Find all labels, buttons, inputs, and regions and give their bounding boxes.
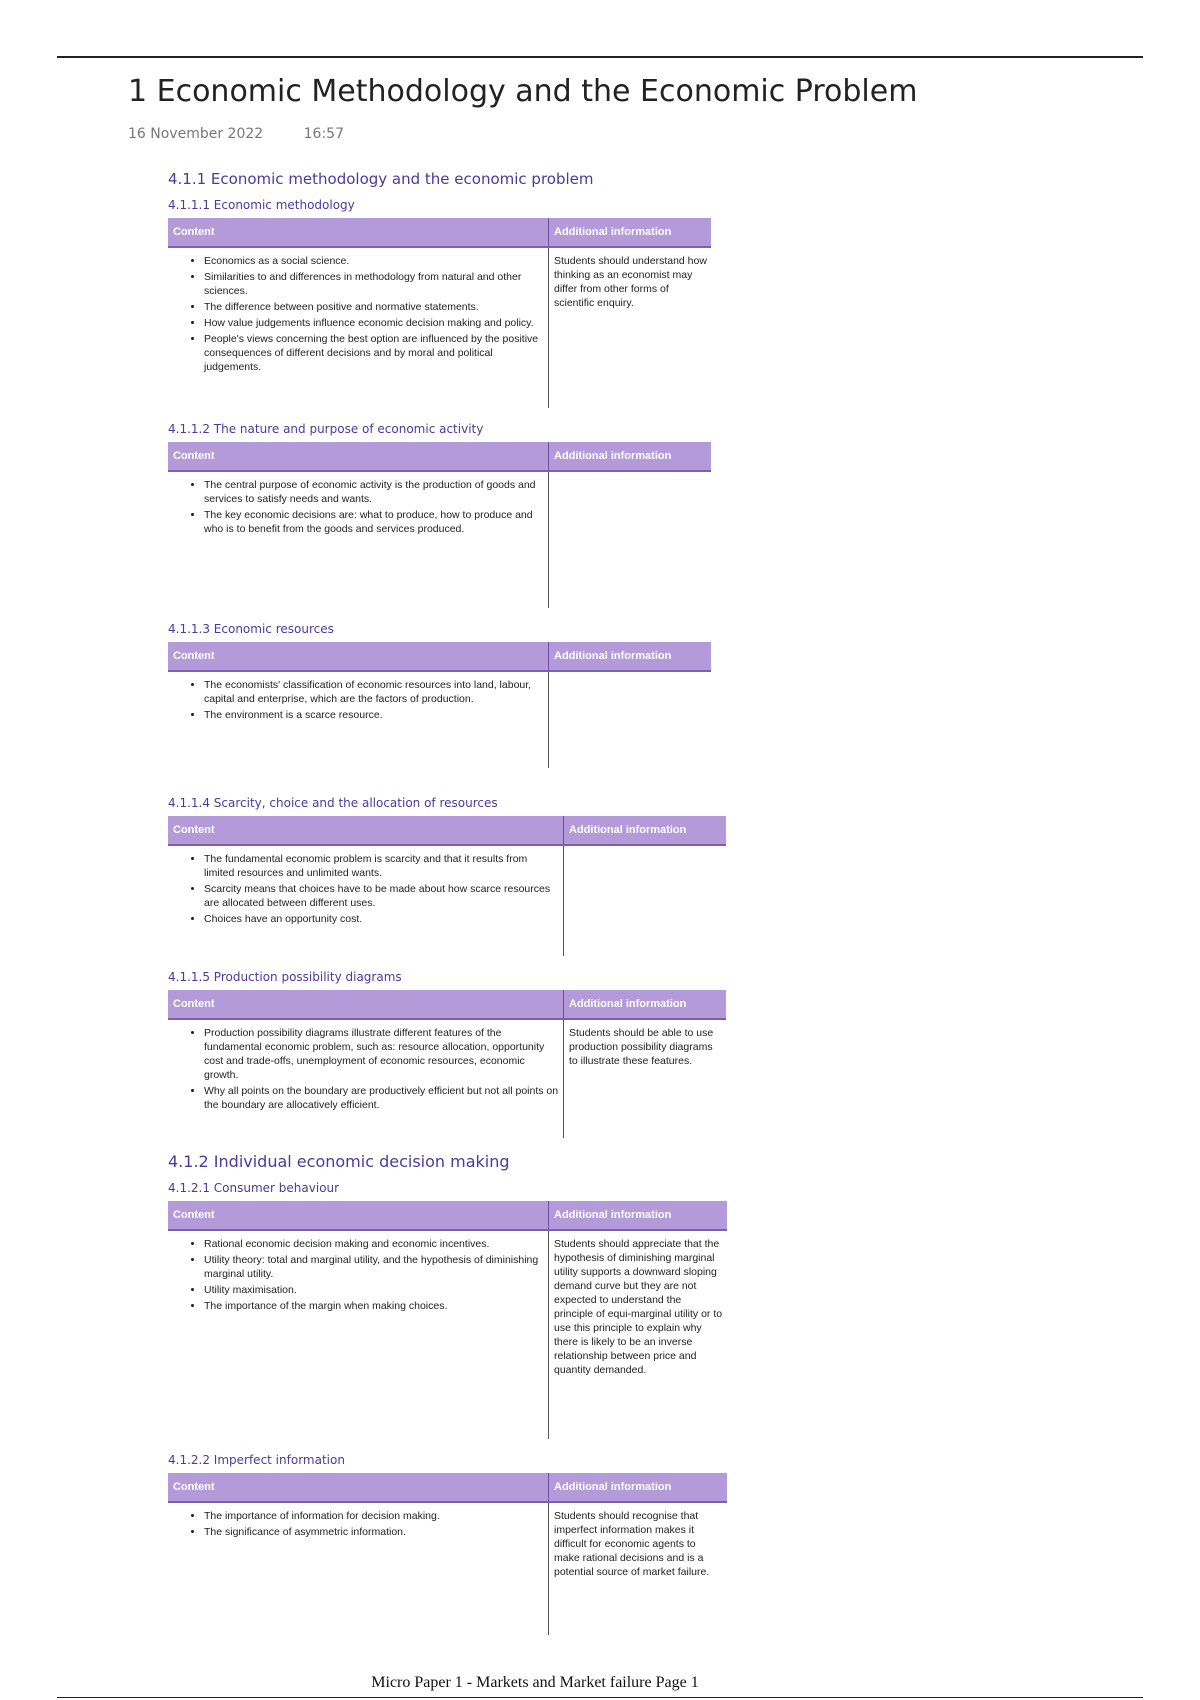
topic-heading: 4.1.1 Economic methodology and the economic problem xyxy=(168,170,594,188)
header-additional-information: Additional information xyxy=(549,1473,728,1502)
table-row xyxy=(168,1502,727,1635)
header-content: Content xyxy=(168,642,549,671)
spec-content xyxy=(168,170,728,1649)
list-item: • Why all points on the boundary are productively efficient but not all points on the boundary are allocatively efficient. xyxy=(204,1084,559,1112)
list-item: • The significance of asymmetric information. xyxy=(204,1525,544,1539)
page-footer: Micro Paper 1 - Markets and Market failure Page 1 xyxy=(371,1674,699,1691)
content-cell xyxy=(168,471,549,608)
list-item: • The importance of the margin when making choices. xyxy=(204,1299,544,1313)
additional-cell: Students should be able to use production possibility diagrams to illustrate these features. xyxy=(564,1019,727,1138)
list-item: • Production possibility diagrams illustrate different features of the fundamental economic problem, such as: resource allocation, opportunity cost and trade-offs, unemployment of economic resources, economic growth. xyxy=(204,1026,559,1082)
list-item: • People's views concerning the best option are influenced by the positive consequences of different decisions and by moral and political judgements. xyxy=(204,332,544,374)
subsection-title: 4.1.1.4 Scarcity, choice and the allocation of resources xyxy=(168,796,498,810)
list-item: • The environment is a scarce resource. xyxy=(204,708,544,722)
list-item: • Utility theory: total and marginal utility, and the hypothesis of diminishing marginal utility. xyxy=(204,1253,544,1281)
list-item: • The central purpose of economic activity is the production of goods and services to satisfy needs and wants. xyxy=(204,478,544,506)
content-list xyxy=(172,1026,559,1112)
list-item: • How value judgements influence economic decision making and policy. xyxy=(204,316,544,330)
table-row xyxy=(168,1230,727,1439)
header-additional-information: Additional information xyxy=(549,1201,728,1230)
additional-cell xyxy=(549,471,712,608)
content-list xyxy=(172,254,544,374)
subsection-title: 4.1.1.2 The nature and purpose of economic activity xyxy=(168,422,484,436)
header-content: Content xyxy=(168,990,564,1019)
additional-cell: Students should appreciate that the hypothesis of diminishing marginal utility supports a downward sloping demand curve but they are not expected to understand the principle of equi-marginal utility or to use this principle to explain why there is likely to be an inverse relationship between price and quantity demanded. xyxy=(549,1230,728,1439)
header-additional-information: Additional information xyxy=(564,816,727,845)
content-list xyxy=(172,678,544,722)
list-item: • The fundamental economic problem is scarcity and that it results from limited resources and unlimited wants. xyxy=(204,852,559,880)
header-additional-information: Additional information xyxy=(549,442,712,471)
list-item: • Scarcity means that choices have to be made about how scarce resources are allocated between different uses. xyxy=(204,882,559,910)
page-date: 16 November 2022 xyxy=(128,126,264,142)
spec-table xyxy=(168,990,726,1138)
spec-table xyxy=(168,642,711,768)
page-time: 16:57 xyxy=(303,126,344,142)
list-item: • Economics as a social science. xyxy=(204,254,544,268)
header-additional-information: Additional information xyxy=(549,218,712,247)
header-content: Content xyxy=(168,1473,549,1502)
spec-table xyxy=(168,816,726,956)
table-row xyxy=(168,471,711,608)
page-title: 1 Economic Methodology and the Economic Problem xyxy=(128,74,918,109)
table-row xyxy=(168,247,711,408)
table-row xyxy=(168,671,711,768)
list-item: • The economists' classification of economic resources into land, labour, capital and enterprise, which are the factors of production. xyxy=(204,678,544,706)
topic-heading: 4.1.2 Individual economic decision making xyxy=(168,1152,510,1171)
table-row xyxy=(168,1019,726,1138)
list-item: • The importance of information for decision making. xyxy=(204,1509,544,1523)
content-list xyxy=(172,1237,544,1313)
page-meta xyxy=(128,126,344,142)
list-item: • Utility maximisation. xyxy=(204,1283,544,1297)
subsection-title: 4.1.1.1 Economic methodology xyxy=(168,198,355,212)
content-list xyxy=(172,852,559,926)
additional-cell xyxy=(564,845,727,956)
top-rule xyxy=(57,56,1143,58)
list-item: • Choices have an opportunity cost. xyxy=(204,912,559,926)
spec-table xyxy=(168,442,711,608)
header-content: Content xyxy=(168,816,564,845)
content-list xyxy=(172,478,544,536)
content-cell xyxy=(168,1502,549,1635)
subsection-title: 4.1.1.5 Production possibility diagrams xyxy=(168,970,402,984)
additional-cell: Students should understand how thinking as an economist may differ from other forms of scientific enquiry. xyxy=(549,247,712,408)
list-item: • The key economic decisions are: what to produce, how to produce and who is to benefit from the goods and services produced. xyxy=(204,508,544,536)
subsection-title: 4.1.1.3 Economic resources xyxy=(168,622,334,636)
content-cell xyxy=(168,671,549,768)
list-item: • Similarities to and differences in methodology from natural and other sciences. xyxy=(204,270,544,298)
table-row xyxy=(168,845,726,956)
bottom-rule xyxy=(57,1697,1143,1698)
content-cell xyxy=(168,1019,564,1138)
list-item: • Rational economic decision making and economic incentives. xyxy=(204,1237,544,1251)
content-list xyxy=(172,1509,544,1539)
spec-table xyxy=(168,218,711,408)
header-additional-information: Additional information xyxy=(564,990,727,1019)
spec-table xyxy=(168,1201,727,1439)
header-content: Content xyxy=(168,442,549,471)
subsection-title: 4.1.2.1 Consumer behaviour xyxy=(168,1181,340,1195)
list-item: • The difference between positive and normative statements. xyxy=(204,300,544,314)
additional-cell xyxy=(549,671,712,768)
spec-table xyxy=(168,1473,727,1635)
content-cell xyxy=(168,845,564,956)
header-content: Content xyxy=(168,218,549,247)
content-cell xyxy=(168,247,549,408)
content-cell xyxy=(168,1230,549,1439)
header-content: Content xyxy=(168,1201,549,1230)
additional-cell: Students should recognise that imperfect information makes it difficult for economic agents to make rational decisions and is a potential source of market failure. xyxy=(549,1502,728,1635)
header-additional-information: Additional information xyxy=(549,642,712,671)
subsection-title: 4.1.2.2 Imperfect information xyxy=(168,1453,345,1467)
